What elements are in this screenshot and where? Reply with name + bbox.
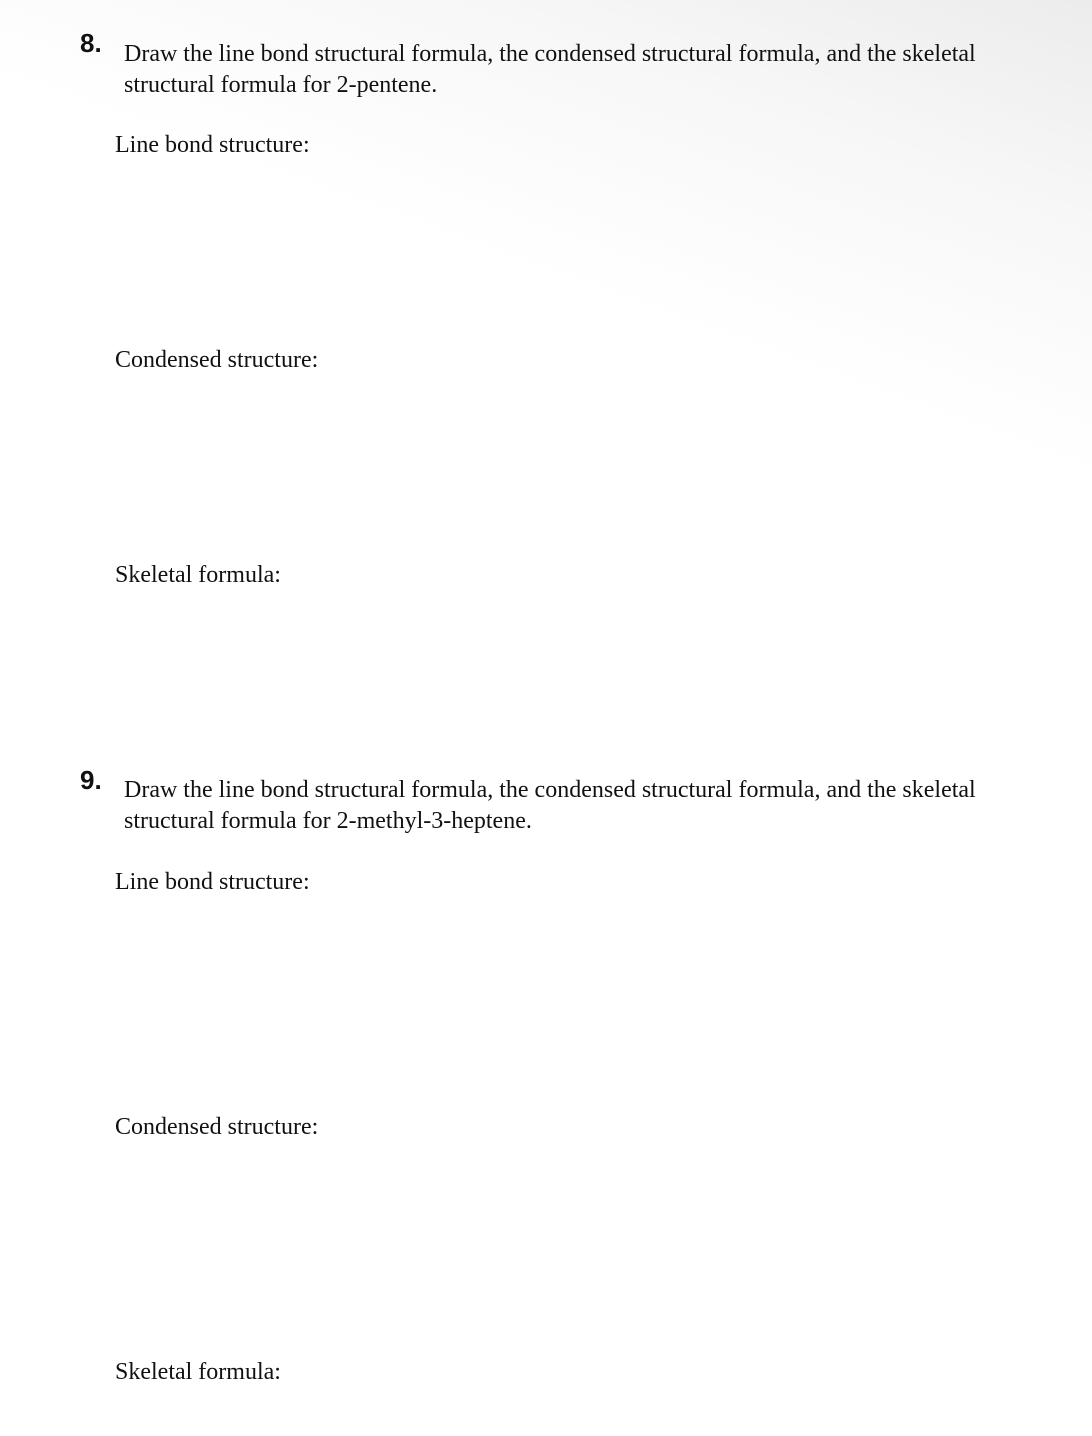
question-9-prompt-line2: structural formula for 2-methyl-3-heptene. bbox=[124, 808, 532, 834]
question-8-prompt bbox=[124, 39, 1084, 101]
question-8-prompt-line2: structural formula for 2-pentene. bbox=[124, 72, 438, 98]
question-9-number: 9. bbox=[80, 765, 102, 795]
question-8-prompt-line1: Draw the line bond structural formula, the condensed structural formula, and the skeletal bbox=[124, 41, 976, 67]
question-9-prompt-line1: Draw the line bond structural formula, the condensed structural formula, and the skeletal bbox=[124, 777, 976, 803]
question-9-line-bond-label: Line bond structure: bbox=[115, 869, 310, 895]
question-8-condensed-answer-area[interactable] bbox=[115, 380, 1055, 555]
question-8-number: 8. bbox=[80, 28, 102, 58]
question-8-line-bond-answer-area[interactable] bbox=[115, 165, 1055, 340]
question-8-skeletal-label: Skeletal formula: bbox=[115, 562, 281, 588]
question-9-skeletal-answer-area[interactable] bbox=[115, 1392, 1055, 1432]
question-8-skeletal-answer-area[interactable] bbox=[115, 595, 1055, 755]
question-8-condensed-label: Condensed structure: bbox=[115, 347, 319, 373]
question-8-line-bond-label: Line bond structure: bbox=[115, 132, 310, 158]
question-9-line-bond-answer-area[interactable] bbox=[115, 902, 1055, 1107]
question-9-condensed-answer-area[interactable] bbox=[115, 1147, 1055, 1352]
question-9-condensed-label: Condensed structure: bbox=[115, 1114, 319, 1140]
question-9-skeletal-label: Skeletal formula: bbox=[115, 1359, 281, 1385]
question-9-prompt bbox=[124, 775, 1084, 837]
